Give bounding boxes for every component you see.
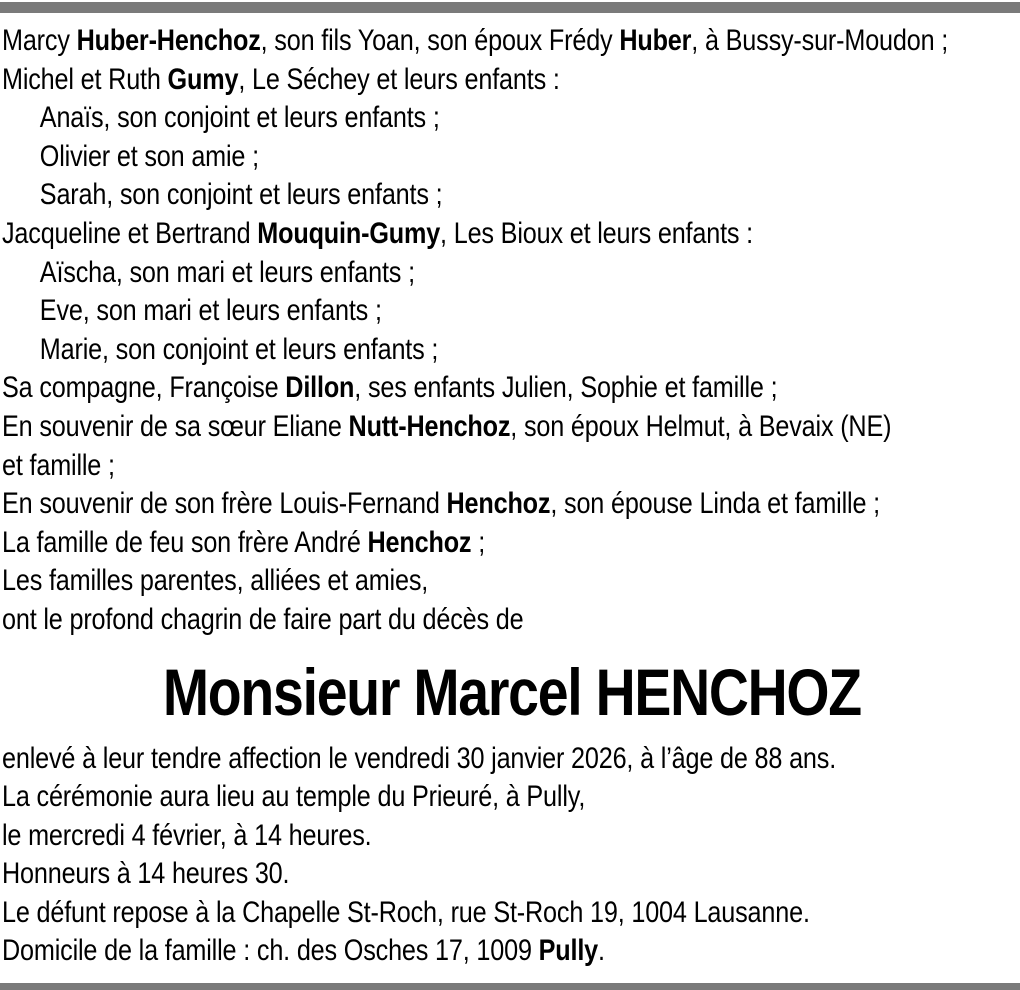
notice-text: ; <box>471 525 486 559</box>
notice-line <box>2 817 1020 856</box>
notice-line <box>2 138 1020 177</box>
notice-text: Le défunt repose à la Chapelle St-Roch, rue St-Roch 19, 1004 Lausanne. <box>2 895 810 929</box>
notice-text: , Le Séchey et leurs enfants : <box>238 62 560 96</box>
notice-line <box>2 447 1020 486</box>
notice-text: . <box>598 934 605 968</box>
notice-line <box>2 99 1020 138</box>
notice-text: Olivier et son amie ; <box>39 139 259 173</box>
notice-line <box>2 778 1020 817</box>
notice-line <box>2 254 1020 293</box>
notice-text: , son épouse Linda et famille ; <box>550 487 880 521</box>
notice-text: Les familles parentes, alliées et amies, <box>2 564 429 598</box>
notice-text: Jacqueline et Bertrand <box>2 216 258 250</box>
notice-text: le mercredi 4 février, à 14 heures. <box>2 818 372 852</box>
notice-text: Eve, son mari et leurs enfants ; <box>39 294 382 328</box>
family-name-bold: Dillon <box>285 371 355 405</box>
deceased-name-title: Monsieur Marcel HENCHOZ <box>162 654 861 729</box>
notice-text: Sa compagne, Françoise <box>2 371 286 405</box>
notice-text: enlevé à leur tendre affection le vendredi 30 janvier 2026, à l’âge de 88 ans. <box>2 741 837 775</box>
notice-line <box>2 562 1020 601</box>
notice-line <box>2 524 1020 563</box>
notice-text: Sarah, son conjoint et leurs enfants ; <box>39 178 443 212</box>
notice-text: et famille ; <box>2 448 115 482</box>
notice-line <box>2 61 1020 100</box>
notice-line <box>2 22 1020 61</box>
notice-line <box>2 331 1020 370</box>
notice-text: Marie, son conjoint et leurs enfants ; <box>39 332 439 366</box>
notice-text: , son fils Yoan, son époux Frédy <box>260 24 620 57</box>
bottom-divider-bar <box>0 983 1020 990</box>
family-name-bold: Pully <box>538 934 599 968</box>
notice-text: , son époux Helmut, à Bevaix (NE) <box>510 409 892 443</box>
notice-line <box>2 369 1020 408</box>
notice-line <box>2 855 1020 894</box>
family-lines-block <box>2 22 1020 640</box>
notice-line <box>2 215 1020 254</box>
notice-text: La famille de feu son frère André <box>2 525 368 559</box>
family-name-bold: Mouquin-Gumy <box>257 216 441 250</box>
family-name-bold: Henchoz <box>367 525 472 559</box>
notice-text: , Les Bioux et leurs enfants : <box>440 216 753 250</box>
notice-text: La cérémonie aura lieu au temple du Prieuré, à Pully, <box>2 780 586 814</box>
notice-line <box>2 932 1020 971</box>
notice-text: , à Bussy-sur-Moudon ; <box>691 24 949 57</box>
notice-text: Michel et Ruth <box>2 62 168 96</box>
notice-line <box>2 485 1020 524</box>
notice-text: Honneurs à 14 heures 30. <box>2 857 290 891</box>
notice-line <box>2 601 1020 640</box>
notice-text: En souvenir de son frère Louis-Fernand <box>2 487 447 521</box>
notice-line <box>2 740 1020 779</box>
notice-text: Marcy <box>2 24 77 57</box>
notice-line <box>2 408 1020 447</box>
family-name-bold: Gumy <box>167 62 239 96</box>
obituary-notice <box>2 22 1020 971</box>
notice-text: Aïscha, son mari et leurs enfants ; <box>39 255 415 289</box>
family-name-bold: Henchoz <box>446 487 551 521</box>
top-divider-bar <box>0 2 1020 13</box>
notice-line <box>2 894 1020 933</box>
notice-text: Anaïs, son conjoint et leurs enfants ; <box>39 101 440 135</box>
notice-text: En souvenir de sa sœur Eliane <box>2 409 349 443</box>
family-name-bold: Nutt-Henchoz <box>348 409 511 443</box>
family-name-bold: Huber <box>619 24 692 57</box>
notice-text: Domicile de la famille : ch. des Osches 17, 1009 <box>2 934 539 968</box>
notice-text: ont le profond chagrin de faire part du décès de <box>2 602 524 636</box>
family-name-bold: Huber-Henchoz <box>76 24 261 57</box>
notice-text: , ses enfants Julien, Sophie et famille ; <box>354 371 778 405</box>
ceremony-details-block <box>2 740 1020 972</box>
notice-line <box>2 292 1020 331</box>
notice-line <box>2 176 1020 215</box>
